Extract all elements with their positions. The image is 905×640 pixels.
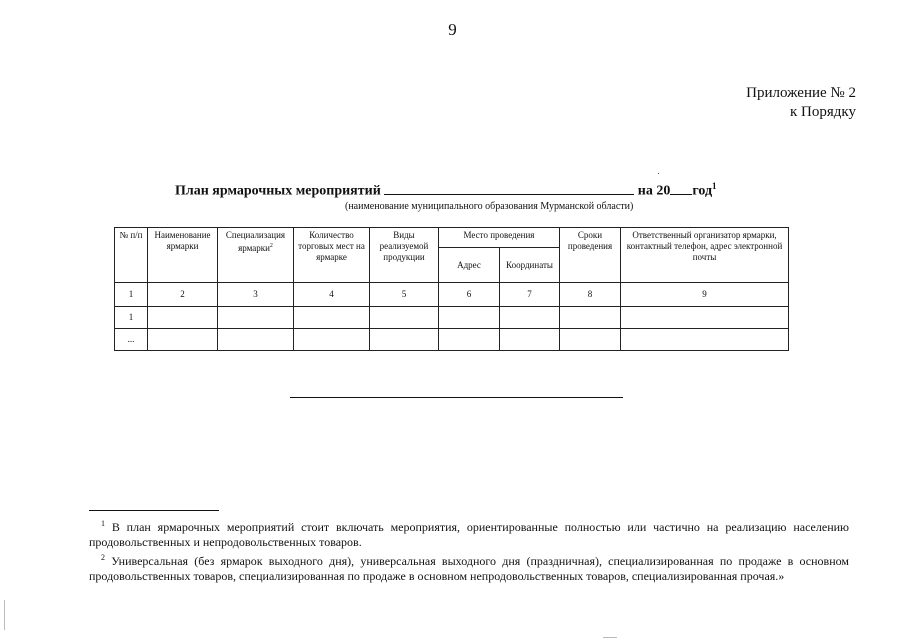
footnote-ref-1: 1 — [712, 181, 717, 191]
scan-speck — [658, 173, 659, 174]
appendix-reference — [746, 84, 856, 122]
separator-line — [290, 397, 623, 398]
footnote-separator — [89, 510, 219, 511]
numbering-row — [115, 283, 789, 307]
table-cell — [294, 329, 370, 351]
numbering-cell: 8 — [560, 283, 621, 307]
year-blank — [670, 182, 692, 195]
numbering-cell: 7 — [500, 283, 560, 307]
header-dates: Сроки проведения — [560, 228, 621, 283]
table-cell — [621, 307, 789, 329]
footnote-1 — [89, 517, 849, 549]
scan-bottom-mark — [603, 637, 617, 638]
header-specialization-label: Специализация ярмарки — [225, 230, 286, 253]
table-cell — [218, 307, 294, 329]
table-cell — [294, 307, 370, 329]
footnote-2-text: Универсальная (без ярмарок выходного дня), универсальная выходного дня (праздничная), специализированная по продаже в основном продовольственных товаров, специализированная по продаже в основном непродовольственных товаров, специализированная прочая.» — [89, 554, 849, 583]
plan-title-prefix: План ярмарочных мероприятий — [175, 183, 381, 199]
page-number: 9 — [448, 20, 457, 39]
footnote-2 — [89, 551, 849, 583]
footnotes — [89, 517, 849, 585]
footnote-1-mark: 1 — [101, 519, 105, 528]
table-cell — [439, 329, 500, 351]
numbering-cell: 6 — [439, 283, 500, 307]
header-places: Количество торговых мест на ярмарке — [294, 228, 370, 283]
table-cell — [148, 329, 218, 351]
table-cell — [370, 329, 439, 351]
table-cell — [218, 329, 294, 351]
table-cell — [500, 329, 560, 351]
footnote-2-mark: 2 — [101, 553, 105, 562]
numbering-cell: 3 — [218, 283, 294, 307]
numbering-cell: 9 — [621, 283, 789, 307]
appendix-line-1: Приложение № 2 — [746, 85, 856, 101]
plan-title-middle: на 20 — [637, 183, 671, 199]
numbering-cell: 5 — [370, 283, 439, 307]
table-cell — [439, 307, 500, 329]
table-cell: 1 — [115, 307, 148, 329]
header-address: Адрес — [439, 248, 500, 283]
header-specialization — [218, 228, 294, 283]
appendix-line-2: к Порядку — [790, 104, 856, 120]
municipality-blank — [384, 182, 634, 195]
header-num: № п/п — [115, 228, 148, 283]
scan-edge-mark — [4, 600, 5, 630]
table-cell: ... — [115, 329, 148, 351]
numbering-cell: 1 — [115, 283, 148, 307]
table-cell — [370, 307, 439, 329]
footnote-ref-2: 2 — [269, 243, 273, 249]
table-cell — [560, 329, 621, 351]
header-coordinates: Координаты — [500, 248, 560, 283]
numbering-cell: 2 — [148, 283, 218, 307]
table-cell — [500, 307, 560, 329]
table-row — [115, 329, 789, 351]
footnote-1-text: В план ярмарочных мероприятий стоит включать мероприятия, ориентированные полностью или частично на реализацию населению продовольственных и непродовольственных товаров. — [89, 520, 850, 549]
header-location: Место проведения — [439, 228, 560, 248]
plan-title-hint: (наименование муниципального образования Мурманской области) — [345, 201, 634, 212]
header-name: Наименование ярмарки — [148, 228, 218, 283]
table-row — [115, 307, 789, 329]
numbering-cell: 4 — [294, 283, 370, 307]
table-cell — [560, 307, 621, 329]
table-cell — [621, 329, 789, 351]
header-products: Виды реализуемой продукции — [370, 228, 439, 283]
plan-title — [175, 181, 717, 200]
plan-title-suffix: год — [692, 183, 713, 199]
table-cell — [148, 307, 218, 329]
plan-table — [114, 227, 789, 351]
header-organizer: Ответственный организатор ярмарки, контактный телефон, адрес электронной почты — [621, 228, 789, 283]
